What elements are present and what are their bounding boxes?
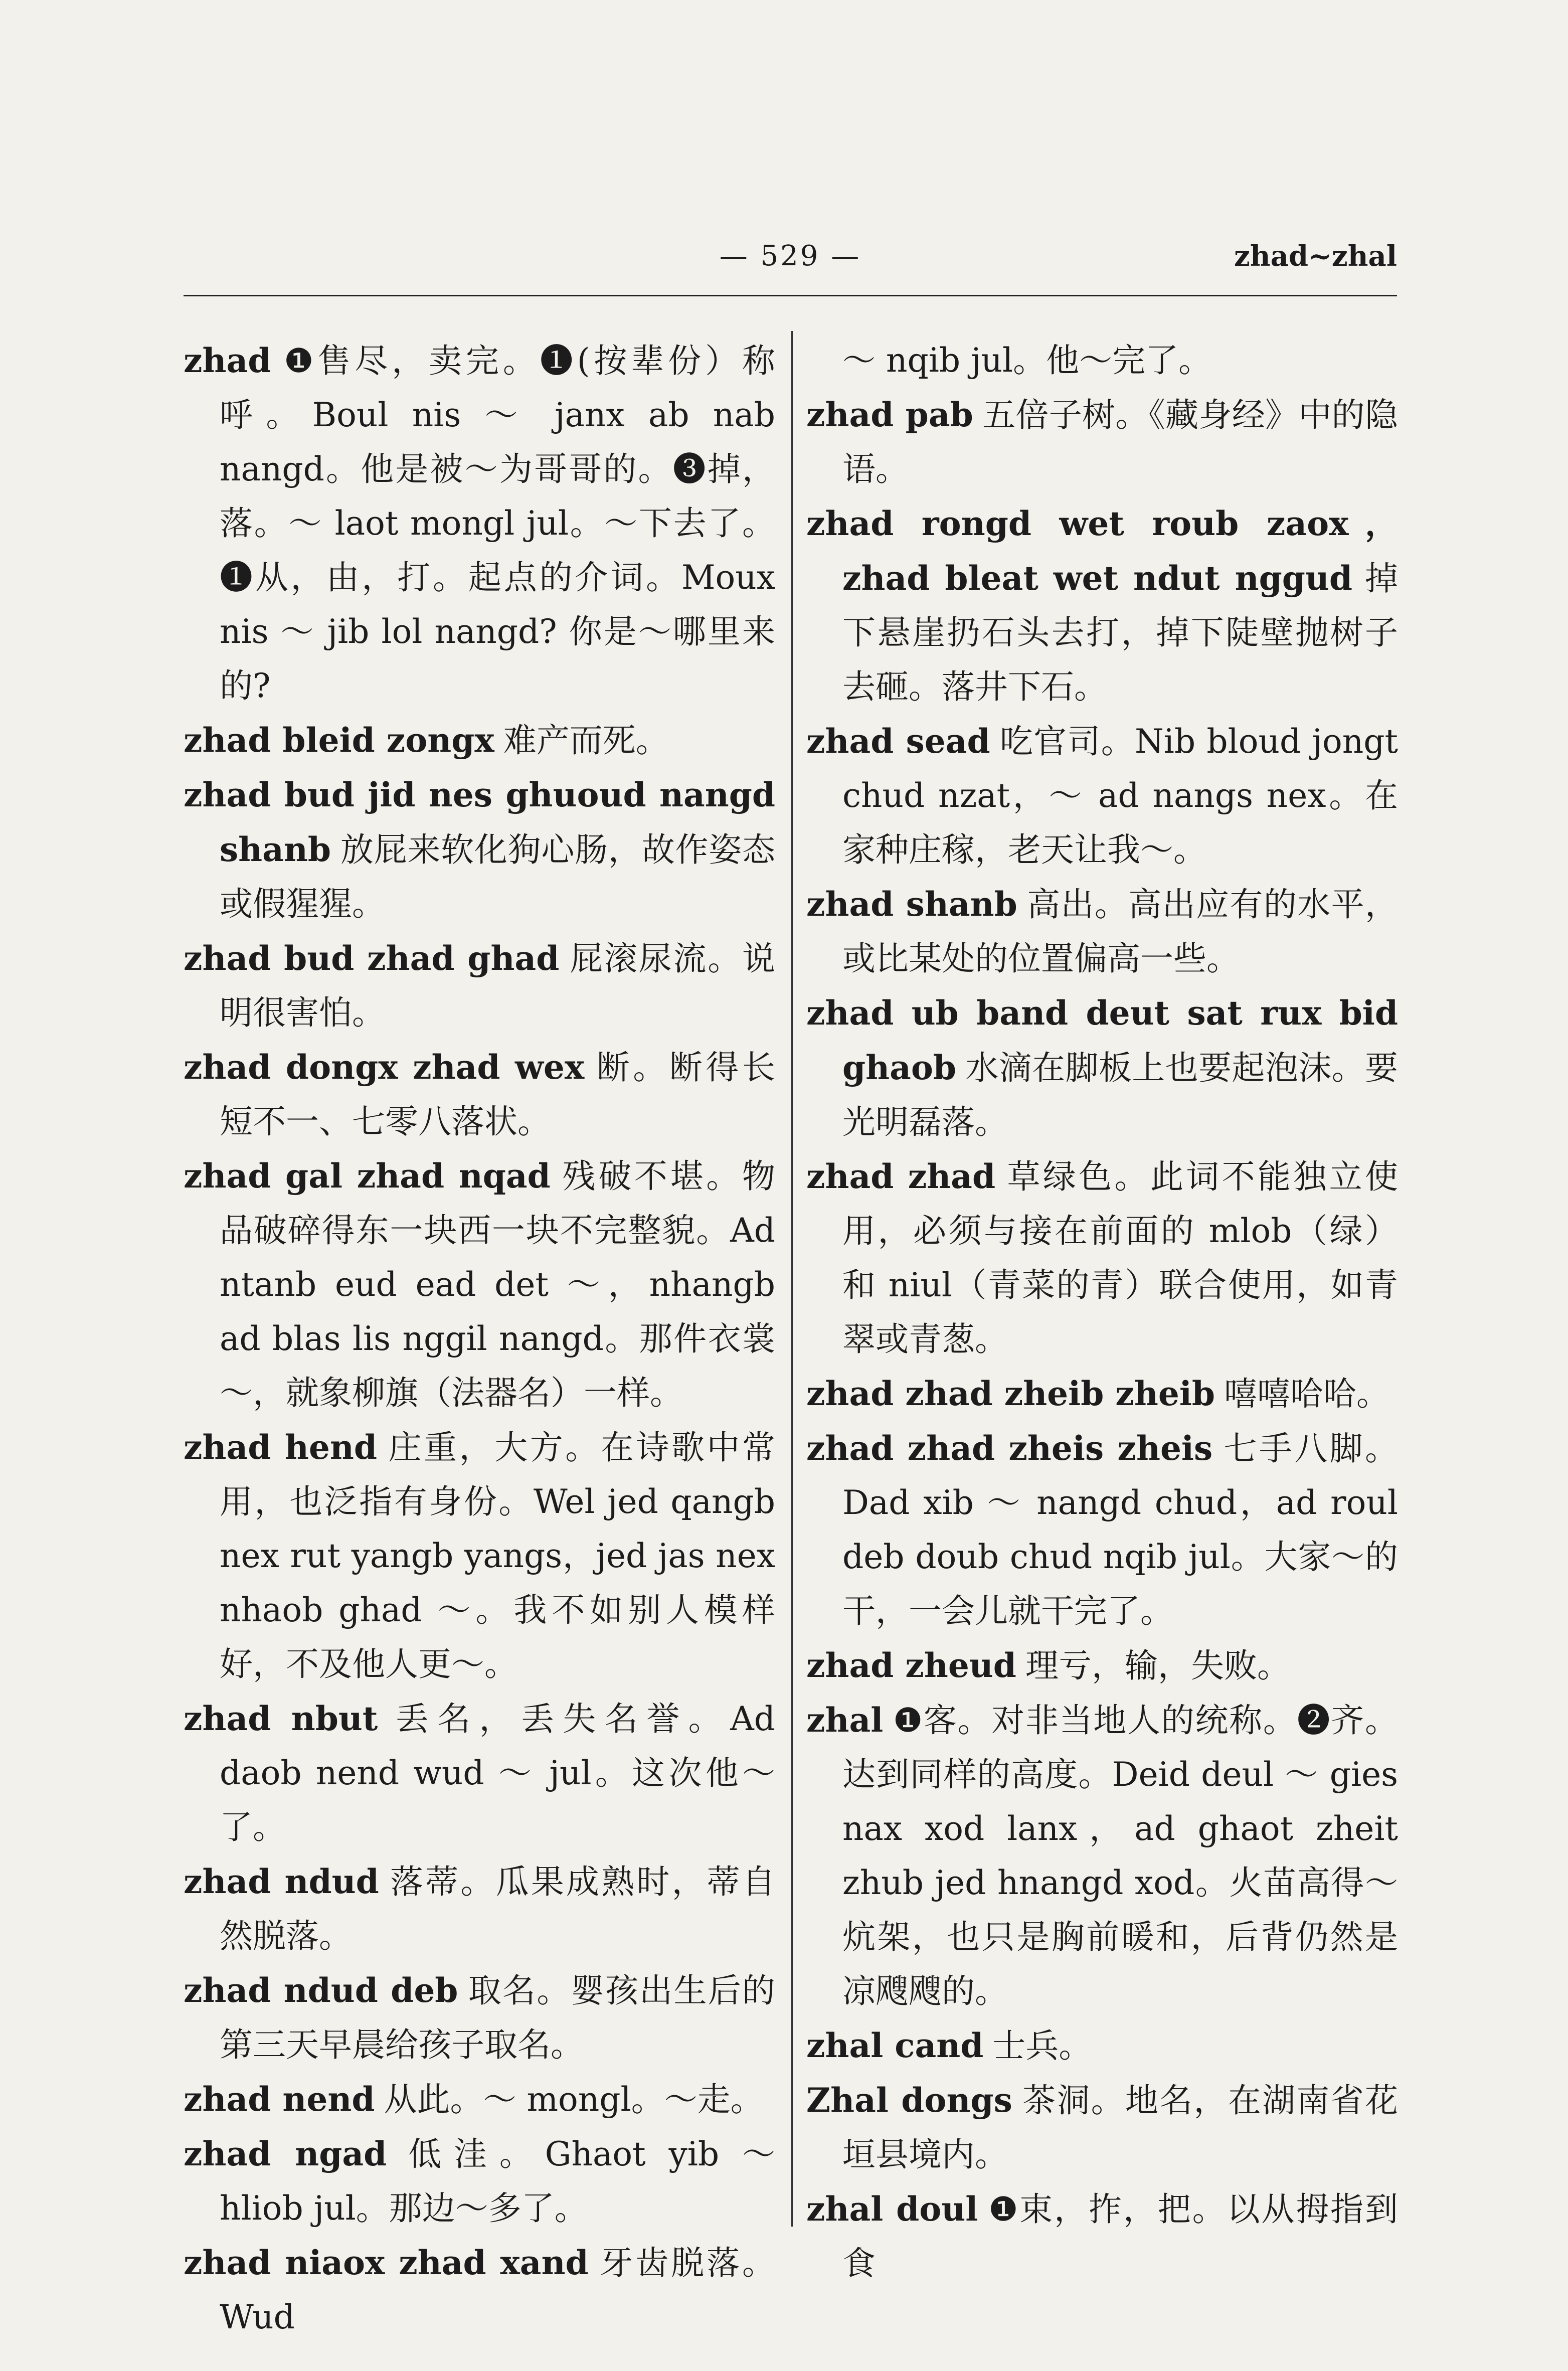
dictionary-entry <box>806 1421 1398 1638</box>
entry-headword: zhad ndud deb <box>184 1971 458 2010</box>
entry-headword: zhad zhad <box>806 1157 996 1196</box>
dictionary-entry <box>806 2182 1398 2291</box>
entry-headword: zhad pab <box>806 395 973 434</box>
dictionary-entry <box>184 713 775 768</box>
entry-definition: 丢名，丢失名誉。Ad daob nend wud ～ jul。这次他～了。 <box>220 1700 775 1846</box>
dictionary-entry <box>806 2073 1398 2182</box>
entry-headword: zhad zheud <box>806 1646 1016 1685</box>
dictionary-entry <box>806 877 1398 986</box>
dictionary-entry <box>806 496 1398 714</box>
entry-definition: 嘻嘻哈哈。 <box>1224 1375 1390 1413</box>
dictionary-entry <box>184 1854 775 1963</box>
dictionary-entry <box>184 1691 775 1854</box>
entry-definition: 残破不堪。物品破碎得东一块西一块不完整貌。Ad ntanb eud ead det ～，nhangb ad blas lis nggil nangd。那件衣裳～，就象柳旗（法器名）一样。 <box>220 1157 775 1412</box>
dictionary-entry <box>806 388 1398 496</box>
dictionary-entry <box>806 2018 1398 2073</box>
entry-definition: 五倍子树。《藏身经》中的隐语。 <box>842 396 1399 488</box>
entry-definition: 落蒂。瓜果成熟时，蒂自然脱落。 <box>220 1862 776 1955</box>
entry-headword: zhad rongd wet roub zaox，zhad bleat wet ndut nggud <box>806 504 1398 598</box>
entry-definition: 取名。婴孩出生后的第三天早晨给孩子取名。 <box>220 1971 776 2064</box>
entry-headword: zhad niaox zhad xand <box>184 2243 589 2282</box>
entry-headword: zhad bud zhad ghad <box>184 939 560 978</box>
entry-definition: 水滴在脚板上也要起泡沫。要光明磊落。 <box>842 1049 1398 1141</box>
entry-headword: zhad ub band deut sat rux bid ghaob <box>806 993 1398 1087</box>
entry-definition: ❶束，拃，把。以从拇指到食 <box>842 2190 1399 2283</box>
page-number: — 529 — <box>719 240 861 272</box>
entry-definition: 从此。～ mongl。～走。 <box>384 2080 764 2119</box>
entry-headword: zhad nbut <box>184 1699 378 1738</box>
dictionary-entry <box>806 1693 1398 2018</box>
dictionary-entry-continuation <box>806 333 1398 388</box>
entry-definition: 屁滚尿流。说明很害怕。 <box>220 939 775 1032</box>
dictionary-entry <box>184 1149 775 1420</box>
entry-headword: zhad hend <box>184 1428 378 1467</box>
dictionary-entry <box>184 2236 775 2344</box>
entry-headword: zhad gal zhad nqad <box>184 1156 551 1196</box>
dictionary-entry <box>184 1420 775 1691</box>
dictionary-entry <box>184 1040 775 1149</box>
entry-definition: 高出。高出应有的水平，或比某处的位置偏高一些。 <box>842 885 1398 978</box>
entry-definition: ❶售尽，卖完。❶(按辈份）称呼。Boul nis ～ janx ab nab nangd。他是被～为哥哥的。❸掉，落。～ laot mongl jul。～下去了。❶从，由，打。起点的介词。Moux nis ～ jib lol nangd? 你是～哪里来的? <box>220 342 775 705</box>
entry-headword: zhal doul <box>806 2189 978 2229</box>
running-head: zhad~zhal <box>1234 240 1397 273</box>
entry-definition: 放屁来软化狗心肠，故作姿态或假猩猩。 <box>220 830 775 923</box>
entry-headword: zhad nend <box>184 2080 375 2119</box>
right-column <box>806 333 1398 2291</box>
entry-definition: 低洼。Ghaot yib ～ hliob jul。那边～多了。 <box>220 2135 775 2228</box>
dictionary-entry <box>184 1963 775 2072</box>
entry-definition: ❶客。对非当地人的统称。❷齐。达到同样的高度。Deid deul ～ gies nax xod lanx，ad ghaot zheit zhub jed hnangd xod。火苗高得～炕架，也只是胸前暖和，后背仍然是凉飕飕的。 <box>842 1701 1398 2010</box>
entry-definition: 断。断得长短不一、七零八落状。 <box>220 1048 775 1141</box>
entry-definition: 吃官司。Nib bloud jongt chud nzat，～ ad nangs nex。在家种庄稼，老天让我～。 <box>842 722 1398 869</box>
dictionary-entry <box>184 931 775 1040</box>
dictionary-entry <box>806 1638 1398 1693</box>
dictionary-entry <box>184 333 775 713</box>
entry-definition: 茶洞。地名，在湖南省花垣县境内。 <box>842 2081 1399 2174</box>
dictionary-entry <box>806 1367 1398 1421</box>
entry-headword: zhad shanb <box>806 885 1017 924</box>
entry-headword: zhad dongx zhad wex <box>184 1048 585 1087</box>
dictionary-entry <box>184 768 775 931</box>
column-divider <box>791 331 793 2227</box>
entry-headword: zhad sead <box>806 722 990 761</box>
entry-headword: zhad ngad <box>184 2134 387 2173</box>
dictionary-entry <box>806 986 1398 1149</box>
entry-headword: zhad <box>184 341 271 380</box>
entry-definition: ～ nqib jul。他～完了。 <box>842 341 1212 380</box>
entry-definition: 草绿色。此词不能独立使用，必须与接在前面的 mlob（绿）和 niul（青菜的青）联合使用，如青翠或青葱。 <box>842 1157 1399 1359</box>
dictionary-entry <box>806 714 1398 877</box>
entry-headword: zhad ndud <box>184 1862 379 1901</box>
entry-definition: 掉下悬崖扔石头去打，掉下陡壁抛树子去砸。落井下石。 <box>842 559 1398 706</box>
page-header <box>184 236 1397 286</box>
entry-definition: 庄重，大方。在诗歌中常用，也泛指有身份。Wel jed qangb nex rut yangb yangs，jed jas nex nhaob ghad ～。我不如别人模样好，不及他人更～。 <box>220 1428 776 1683</box>
entry-headword: zhad bleid zongx <box>184 721 494 760</box>
dictionary-entry <box>806 1149 1398 1367</box>
entry-definition: 牙齿脱落。Wud <box>220 2244 775 2336</box>
entry-definition: 理亏，输，失败。 <box>1025 1646 1290 1685</box>
entry-headword: zhad bud jid nes ghuoud nangd shanb <box>184 775 775 869</box>
left-column <box>184 333 775 2344</box>
entry-headword: zhad zhad zheis zheis <box>806 1429 1213 1468</box>
entry-headword: zhal cand <box>806 2026 984 2065</box>
entry-headword: zhad zhad zheib zheib <box>806 1374 1215 1413</box>
entry-definition: 士兵。 <box>992 2026 1092 2065</box>
header-rule <box>184 295 1397 296</box>
entry-headword: zhal <box>806 1701 884 1740</box>
entry-definition: 难产而死。 <box>503 721 669 760</box>
entry-headword: Zhal dongs <box>806 2081 1012 2120</box>
entry-definition: 七手八脚。Dad xib ～ nangd chud，ad roul deb doub chud nqib jul。大家～的干，一会儿就干完了。 <box>842 1429 1399 1630</box>
dictionary-entry <box>184 2072 775 2127</box>
dictionary-entry <box>184 2127 775 2236</box>
